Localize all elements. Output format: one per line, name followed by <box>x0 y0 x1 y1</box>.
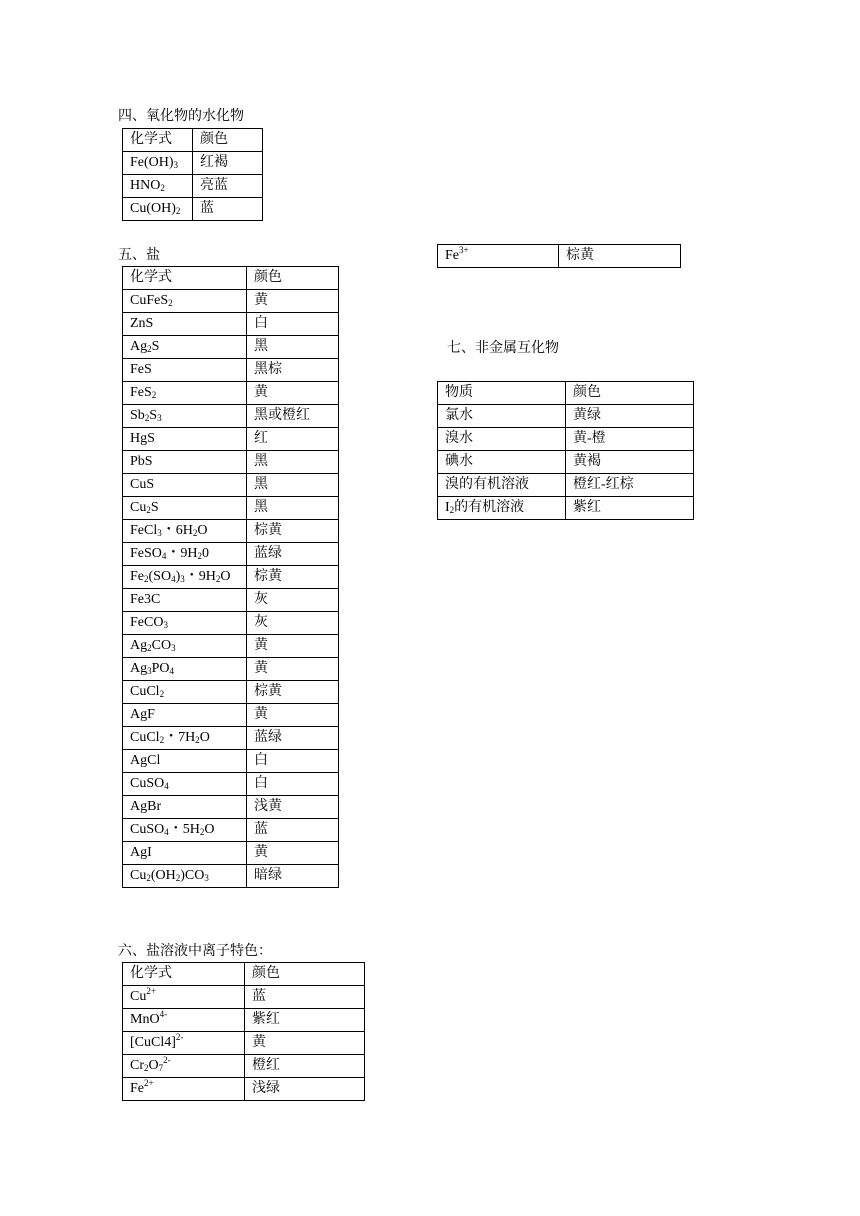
formula-cell: 溴的有机溶液 <box>438 474 566 497</box>
table-row <box>123 681 339 704</box>
color-cell: 白 <box>247 773 339 796</box>
formula-cell: FeCO$_3$ <box>123 612 247 635</box>
table-row <box>123 865 339 888</box>
color-cell: 红褐 <box>193 152 263 175</box>
table-row <box>123 451 339 474</box>
formula-cell: 氯水 <box>438 405 566 428</box>
formula-cell: $Fe(OH)_3$ <box>123 152 193 175</box>
table-row <box>438 405 694 428</box>
formula-cell: CuCl$_2$ <box>123 681 247 704</box>
formula-cell: CuS <box>123 474 247 497</box>
table-row <box>123 152 263 175</box>
table-row <box>123 175 263 198</box>
section6-table <box>122 962 365 1101</box>
table-row <box>123 428 339 451</box>
table-row <box>123 543 339 566</box>
color-cell: 浅黄 <box>247 796 339 819</box>
table-row <box>123 497 339 520</box>
table-row <box>123 336 339 359</box>
formula-cell: $Cr_2O_7^{2-}$ <box>123 1055 245 1078</box>
formula-cell: $Ag_3PO_4$ <box>123 658 247 681</box>
formula-cell: Fe3C <box>123 589 247 612</box>
color-cell: 黑 <box>247 497 339 520</box>
color-cell: 黑 <box>247 336 339 359</box>
table-row <box>123 750 339 773</box>
color-cell: 黄褐 <box>566 451 694 474</box>
header-formula: 化学式 <box>123 267 247 290</box>
table-header-row <box>123 267 339 290</box>
formula-cell: CuSO$_4$・$5H_2O$ <box>123 819 247 842</box>
color-cell: 橙红-红棕 <box>566 474 694 497</box>
color-cell: 紫红 <box>245 1009 365 1032</box>
table-row <box>123 198 263 221</box>
formula-cell: ZnS <box>123 313 247 336</box>
color-cell: 黄绿 <box>566 405 694 428</box>
table-row <box>438 497 694 520</box>
formula-cell: CuFeS$_2$ <box>123 290 247 313</box>
formula-cell: $Cu(OH)_2$ <box>123 198 193 221</box>
formula-cell: AgBr <box>123 796 247 819</box>
header-color: 颜色 <box>245 963 365 986</box>
table-row <box>123 727 339 750</box>
table-row <box>123 819 339 842</box>
formula-cell: CuSO$_4$ <box>123 773 247 796</box>
color-cell: 蓝 <box>245 986 365 1009</box>
formula-cell: AgF <box>123 704 247 727</box>
formula-cell: AgI <box>123 842 247 865</box>
color-cell: 浅绿 <box>245 1078 365 1101</box>
table-row <box>123 1032 365 1055</box>
color-cell: 橙红 <box>245 1055 365 1078</box>
section7-table <box>437 381 694 520</box>
formula-cell: $Cu_2S$ <box>123 497 247 520</box>
table-row <box>123 313 339 336</box>
color-cell: 黑 <box>247 451 339 474</box>
color-cell: 棕黄 <box>247 681 339 704</box>
color-cell: 棕黄 <box>559 245 681 268</box>
table-row <box>123 474 339 497</box>
formula-cell: PbS <box>123 451 247 474</box>
table-row <box>123 986 365 1009</box>
color-cell: 紫红 <box>566 497 694 520</box>
color-cell: 红 <box>247 428 339 451</box>
formula-cell: $Cu^{2+}$ <box>123 986 245 1009</box>
formula-cell: $Sb_2S_3$ <box>123 405 247 428</box>
header-color: 颜色 <box>247 267 339 290</box>
formula-cell: $Ag_2S$ <box>123 336 247 359</box>
table-row <box>123 405 339 428</box>
table-row <box>123 566 339 589</box>
section5-table <box>122 266 339 888</box>
table-row <box>438 451 694 474</box>
formula-cell: FeSO$_4$・$9H_20$ <box>123 543 247 566</box>
table-row <box>438 474 694 497</box>
color-cell: 黄 <box>247 382 339 405</box>
color-cell: 黑或橙红 <box>247 405 339 428</box>
formula-cell: 溴水 <box>438 428 566 451</box>
section4-title: 四、氧化物的水化物 <box>118 109 244 124</box>
color-cell: 棕黄 <box>247 520 339 543</box>
color-cell: 黄-橙 <box>566 428 694 451</box>
table-row <box>123 658 339 681</box>
table-row <box>123 382 339 405</box>
table-row <box>123 520 339 543</box>
formula-cell: CuCl$_2$・$7H_2O$ <box>123 727 247 750</box>
color-cell: 蓝 <box>193 198 263 221</box>
table-row <box>123 704 339 727</box>
section4-table <box>122 128 263 221</box>
header-color: 颜色 <box>193 129 263 152</box>
section5-title: 五、盐 <box>118 248 160 263</box>
table-row <box>123 1009 365 1032</box>
table-row <box>123 359 339 382</box>
section6-title: 六、盐溶液中离子特色： <box>118 944 272 959</box>
formula-cell: FeS <box>123 359 247 382</box>
color-cell: 黄 <box>247 290 339 313</box>
formula-cell: FeS$_2$ <box>123 382 247 405</box>
color-cell: 黑棕 <box>247 359 339 382</box>
table-row <box>123 589 339 612</box>
color-cell: 亮蓝 <box>193 175 263 198</box>
color-cell: 黄 <box>247 635 339 658</box>
formula-cell: FeCl$_3$・$6H_2O$ <box>123 520 247 543</box>
table-row <box>123 290 339 313</box>
table-row <box>438 245 681 268</box>
table-row <box>438 428 694 451</box>
table-row <box>123 842 339 865</box>
header-formula: 物质 <box>438 382 566 405</box>
formula-cell: AgCl <box>123 750 247 773</box>
formula-cell: HgS <box>123 428 247 451</box>
section6-continued-table <box>437 244 681 268</box>
table-header-row <box>123 129 263 152</box>
formula-cell: $I_2$的有机溶液 <box>438 497 566 520</box>
color-cell: 棕黄 <box>247 566 339 589</box>
formula-cell: [CuCl4]$^{2-}$ <box>123 1032 245 1055</box>
color-cell: 蓝绿 <box>247 727 339 750</box>
color-cell: 黄 <box>247 658 339 681</box>
color-cell: 暗绿 <box>247 865 339 888</box>
table-row <box>123 796 339 819</box>
formula-cell: $Fe^{2+}$ <box>123 1078 245 1101</box>
color-cell: 黄 <box>247 704 339 727</box>
formula-cell: $HNO_2$ <box>123 175 193 198</box>
color-cell: 灰 <box>247 612 339 635</box>
color-cell: 黄 <box>245 1032 365 1055</box>
color-cell: 蓝绿 <box>247 543 339 566</box>
color-cell: 白 <box>247 750 339 773</box>
section7-title: 七、非金属互化物 <box>447 341 559 356</box>
table-row <box>123 1055 365 1078</box>
header-formula: 化学式 <box>123 963 245 986</box>
color-cell: 黑 <box>247 474 339 497</box>
table-row <box>123 635 339 658</box>
table-header-row <box>438 382 694 405</box>
table-row <box>123 612 339 635</box>
formula-cell: $Cu_2(OH_2)CO_3$ <box>123 865 247 888</box>
table-header-row <box>123 963 365 986</box>
header-color: 颜色 <box>566 382 694 405</box>
color-cell: 灰 <box>247 589 339 612</box>
formula-cell: $Fe^{3+}$ <box>438 245 559 268</box>
formula-cell: $Ag_2CO_3$ <box>123 635 247 658</box>
color-cell: 黄 <box>247 842 339 865</box>
header-formula: 化学式 <box>123 129 193 152</box>
formula-cell: $Fe_2(SO_4)_3$・$9H_2O$ <box>123 566 247 589</box>
table-row <box>123 773 339 796</box>
color-cell: 蓝 <box>247 819 339 842</box>
color-cell: 白 <box>247 313 339 336</box>
table-row <box>123 1078 365 1101</box>
formula-cell: 碘水 <box>438 451 566 474</box>
formula-cell: MnO$^{4-}$ <box>123 1009 245 1032</box>
